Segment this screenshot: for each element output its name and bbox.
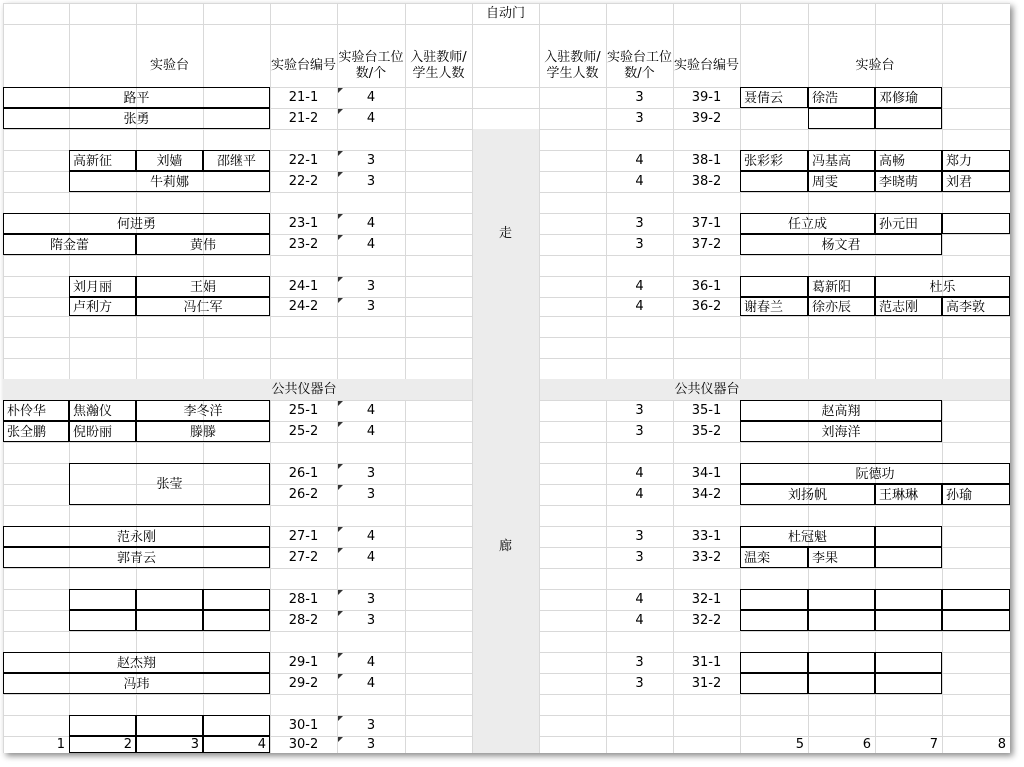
table-number-cell: 38-2	[691, 174, 722, 189]
table-number-cell: 23-2	[288, 237, 319, 252]
workstation-count-cell: 3	[366, 279, 376, 294]
name-cell: 倪盼丽	[69, 421, 136, 442]
workstation-count-cell: 3	[635, 237, 644, 252]
table-number-cell: 32-1	[691, 592, 722, 607]
comment-indicator-icon	[338, 214, 343, 219]
name-cell: 周雯	[808, 171, 875, 192]
header-number-left: 实验台编号	[270, 58, 336, 73]
empty-seat-cell	[875, 652, 942, 673]
comment-indicator-icon	[338, 653, 343, 658]
empty-seat-cell	[808, 108, 875, 129]
table-number-cell: 34-2	[691, 487, 722, 502]
table-number-cell: 25-1	[288, 403, 319, 418]
workstation-count-cell: 3	[366, 487, 376, 502]
empty-seat-cell	[740, 589, 808, 610]
name-cell: 邵继平	[203, 150, 270, 171]
name-cell: 高李敦	[942, 297, 1010, 316]
footer-number: 6	[862, 737, 871, 752]
name-cell: 赵高翔	[740, 400, 942, 421]
public-instruments-right: 公共仪器台	[674, 382, 740, 397]
header-lab-right: 实验台	[855, 58, 895, 73]
workstation-count-cell: 3	[366, 466, 376, 481]
comment-indicator-icon	[338, 401, 343, 406]
workstation-count-cell: 3	[366, 613, 376, 628]
name-cell: 葛新阳	[808, 276, 875, 297]
workstation-count-cell: 4	[366, 676, 376, 691]
name-cell: 刘海洋	[740, 421, 942, 442]
empty-seat-cell	[808, 673, 875, 694]
workstation-count-cell: 4	[635, 299, 644, 314]
name-cell: 聂倩云	[740, 87, 808, 108]
public-instruments-left: 公共仪器台	[271, 382, 337, 397]
workstation-count-cell: 4	[635, 613, 644, 628]
comment-indicator-icon	[338, 277, 343, 282]
table-number-cell: 34-1	[691, 466, 722, 481]
table-number-cell: 36-2	[691, 299, 722, 314]
workstation-count-cell: 4	[635, 487, 644, 502]
empty-seat-cell	[808, 652, 875, 673]
workstation-count-cell: 4	[366, 424, 376, 439]
name-cell: 孙瑜	[942, 484, 1010, 505]
empty-seat-cell	[740, 652, 808, 673]
comment-indicator-icon	[338, 172, 343, 177]
name-cell: 任立成	[740, 213, 875, 234]
name-cell: 张勇	[3, 108, 270, 129]
name-cell: 赵杰翔	[3, 652, 270, 673]
name-cell: 刘扬帆	[740, 484, 875, 505]
header-lab-left: 实验台	[149, 58, 189, 73]
empty-seat-cell	[875, 547, 942, 568]
table-number-cell: 35-2	[691, 424, 722, 439]
empty-seat-cell	[740, 276, 808, 297]
name-cell: 杜冠魁	[740, 526, 875, 547]
comment-indicator-icon	[338, 485, 343, 490]
workstation-count-cell: 4	[366, 403, 376, 418]
table-number-cell: 31-2	[691, 676, 722, 691]
comment-indicator-icon	[338, 88, 343, 93]
footer-number: 7	[929, 737, 938, 752]
footer-number: 2	[123, 737, 132, 752]
comment-indicator-icon	[338, 151, 343, 156]
workstation-count-cell: 3	[366, 718, 376, 733]
workstation-count-cell: 3	[366, 153, 376, 168]
comment-indicator-icon	[338, 590, 343, 595]
name-cell: 朴伶华	[3, 400, 69, 421]
comment-indicator-icon	[338, 298, 343, 303]
workstation-count-cell: 4	[366, 550, 376, 565]
name-cell: 滕滕	[136, 421, 270, 442]
name-cell: 冯玮	[3, 673, 270, 694]
comment-indicator-icon	[338, 464, 343, 469]
workstation-count-cell: 3	[635, 90, 644, 105]
name-cell: 杜乐	[875, 276, 1010, 297]
grid-col-line	[942, 3, 943, 753]
table-number-cell: 37-1	[691, 216, 722, 231]
corridor-char-1: 走	[498, 226, 512, 241]
table-number-cell: 30-1	[288, 718, 319, 733]
name-cell: 冯仁军	[136, 297, 270, 316]
table-number-cell: 23-1	[288, 216, 319, 231]
name-cell: 高新征	[69, 150, 136, 171]
table-number-cell: 28-1	[288, 592, 319, 607]
name-cell: 徐浩	[808, 87, 875, 108]
door-label: 自动门	[485, 6, 525, 21]
header-number-right: 实验台编号	[673, 58, 739, 73]
name-cell: 李晓萌	[875, 171, 942, 192]
empty-seat-cell	[69, 589, 136, 610]
workstation-count-cell: 3	[635, 550, 644, 565]
workstation-count-cell: 4	[635, 153, 644, 168]
workstation-count-cell: 4	[366, 111, 376, 126]
empty-seat-cell	[875, 610, 942, 631]
table-number-cell: 33-1	[691, 529, 722, 544]
name-cell: 孙元田	[875, 213, 942, 234]
header-positions-left: 实验台工位数/个	[338, 50, 404, 81]
comment-indicator-icon	[338, 422, 343, 427]
table-number-cell: 32-2	[691, 613, 722, 628]
table-number-cell: 29-2	[288, 676, 319, 691]
workstation-count-cell: 3	[635, 655, 644, 670]
table-number-cell: 24-2	[288, 299, 319, 314]
workstation-count-cell: 3	[635, 676, 644, 691]
workstation-count-cell: 3	[635, 529, 644, 544]
table-number-cell: 22-1	[288, 153, 319, 168]
header-positions-right: 实验台工位数/个	[606, 50, 672, 81]
workstation-count-cell: 3	[635, 216, 644, 231]
table-number-cell: 25-2	[288, 424, 319, 439]
header-residents-left: 入驻教师/学生人数	[410, 50, 467, 81]
table-number-cell: 27-1	[288, 529, 319, 544]
comment-indicator-icon	[338, 716, 343, 721]
name-cell: 张彩彩	[740, 150, 808, 171]
name-cell: 何进勇	[3, 213, 270, 234]
table-number-cell: 28-2	[288, 613, 319, 628]
name-cell: 张全鹏	[3, 421, 69, 442]
name-cell: 焦瀚仪	[69, 400, 136, 421]
workstation-count-cell: 4	[635, 174, 644, 189]
workstation-count-cell: 3	[366, 174, 376, 189]
empty-seat-cell	[69, 715, 136, 736]
comment-indicator-icon	[338, 109, 343, 114]
comment-indicator-icon	[338, 235, 343, 240]
empty-seat-cell	[136, 589, 203, 610]
comment-indicator-icon	[338, 611, 343, 616]
empty-seat-cell	[942, 213, 1010, 234]
table-number-cell: 31-1	[691, 655, 722, 670]
comment-indicator-icon	[338, 527, 343, 532]
footer-number: 4	[257, 737, 266, 752]
table-number-cell: 26-2	[288, 487, 319, 502]
name-cell: 刘嫱	[136, 150, 203, 171]
table-number-cell: 21-2	[288, 111, 319, 126]
name-cell: 刘月丽	[69, 276, 136, 297]
empty-seat-cell	[203, 610, 270, 631]
footer-number: 3	[190, 737, 199, 752]
name-cell: 张莹	[69, 463, 270, 505]
table-number-cell: 22-2	[288, 174, 319, 189]
comment-indicator-icon	[338, 737, 343, 742]
workstation-count-cell: 4	[366, 237, 376, 252]
grid-col-line	[405, 3, 406, 753]
table-number-cell: 36-1	[691, 279, 722, 294]
corridor-char-2: 廊	[498, 539, 512, 554]
empty-seat-cell	[875, 108, 942, 129]
footer-number: 8	[997, 737, 1006, 752]
name-cell: 牛莉娜	[69, 171, 270, 192]
table-number-cell: 21-1	[288, 90, 319, 105]
empty-seat-cell	[740, 673, 808, 694]
workstation-count-cell: 4	[366, 655, 376, 670]
footer-number: 1	[56, 737, 65, 752]
table-number-cell: 27-2	[288, 550, 319, 565]
table-number-cell: 39-1	[691, 90, 722, 105]
workstation-count-cell: 4	[635, 466, 644, 481]
empty-seat-cell	[942, 589, 1010, 610]
empty-seat-cell	[875, 526, 942, 547]
spreadsheet-view	[3, 3, 1010, 753]
empty-seat-cell	[808, 610, 875, 631]
empty-seat-cell	[740, 171, 808, 192]
table-number-cell: 26-1	[288, 466, 319, 481]
empty-seat-cell	[808, 589, 875, 610]
workstation-count-cell: 3	[635, 424, 644, 439]
empty-seat-cell	[136, 610, 203, 631]
workstation-count-cell: 3	[366, 299, 376, 314]
empty-seat-cell	[136, 715, 203, 736]
comment-indicator-icon	[338, 674, 343, 679]
name-cell: 谢春兰	[740, 297, 808, 316]
empty-seat-cell	[875, 589, 942, 610]
name-cell: 路平	[3, 87, 270, 108]
workstation-count-cell: 3	[366, 737, 376, 752]
workstation-count-cell: 3	[635, 111, 644, 126]
grid-col-line	[539, 3, 540, 753]
name-cell: 杨文君	[740, 234, 942, 255]
name-cell: 隋金蕾	[3, 234, 136, 255]
empty-seat-cell	[740, 610, 808, 631]
header-residents-right: 入驻教师/学生人数	[544, 50, 601, 81]
table-number-cell: 30-2	[288, 737, 319, 752]
name-cell: 高畅	[875, 150, 942, 171]
workstation-count-cell: 4	[366, 90, 376, 105]
table-number-cell: 37-2	[691, 237, 722, 252]
empty-seat-cell	[875, 673, 942, 694]
name-cell: 冯基高	[808, 150, 875, 171]
workstation-count-cell: 4	[635, 279, 644, 294]
name-cell: 阮德功	[740, 463, 1010, 484]
name-cell: 范志刚	[875, 297, 942, 316]
workstation-count-cell: 4	[366, 216, 376, 231]
name-cell: 卢利方	[69, 297, 136, 316]
table-number-cell: 33-2	[691, 550, 722, 565]
workstation-count-cell: 3	[366, 592, 376, 607]
empty-seat-cell	[203, 589, 270, 610]
name-cell: 郭青云	[3, 547, 270, 568]
name-cell: 黄伟	[136, 234, 270, 255]
workstation-count-cell: 4	[635, 592, 644, 607]
workstation-count-cell: 3	[635, 403, 644, 418]
name-cell: 李冬洋	[136, 400, 270, 421]
table-number-cell: 38-1	[691, 153, 722, 168]
name-cell: 刘君	[942, 171, 1010, 192]
table-number-cell: 29-1	[288, 655, 319, 670]
name-cell: 邓修瑜	[875, 87, 942, 108]
workstation-count-cell: 4	[366, 529, 376, 544]
empty-seat-cell	[69, 610, 136, 631]
table-number-cell: 24-1	[288, 279, 319, 294]
name-cell: 王娟	[136, 276, 270, 297]
empty-seat-cell	[942, 610, 1010, 631]
name-cell: 李果	[808, 547, 875, 568]
name-cell: 郑力	[942, 150, 1010, 171]
grid-col-line	[740, 3, 741, 753]
table-number-cell: 39-2	[691, 111, 722, 126]
name-cell: 温栾	[740, 547, 808, 568]
footer-number: 5	[795, 737, 804, 752]
comment-indicator-icon	[338, 548, 343, 553]
name-cell: 王琳琳	[875, 484, 942, 505]
name-cell: 范永刚	[3, 526, 270, 547]
table-number-cell: 35-1	[691, 403, 722, 418]
name-cell: 徐亦辰	[808, 297, 875, 316]
empty-seat-cell	[203, 715, 270, 736]
